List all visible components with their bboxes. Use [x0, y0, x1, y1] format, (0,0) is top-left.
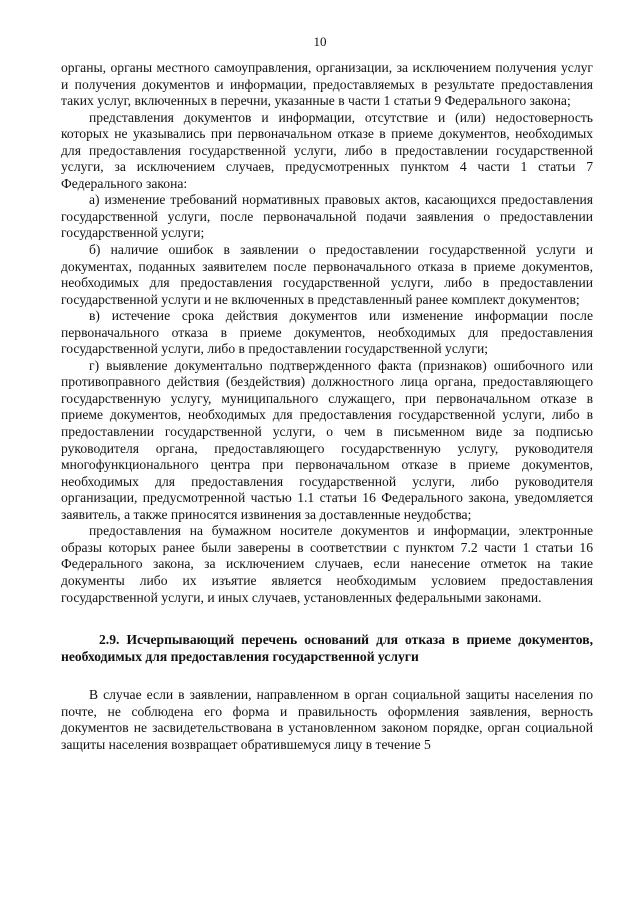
paragraph-item-b: б) наличие ошибок в заявлении о предоставлении государственной услуги и документах, поданных заявителем после первоначального отказа в приеме документов, необходимых для предоставления государственной услуги, либо в предоставлении государственной услуги и не включенных в представленный ранее комплект документов;: [61, 242, 593, 307]
paragraph-item-v: в) истечение срока действия документов или изменение информации после первоначального отказа в приеме документов, необходимых для предоставления государственной услуги, либо в предоставлении государственной услуги;: [61, 308, 593, 357]
paragraph-item-g: г) выявление документально подтвержденного факта (признаков) ошибочного или противоправного действия (бездействия) должностного лица органа, предоставляющего государственную услугу, муниципального служащего, при первоначальном отказе в приеме документов, необходимых для предоставления государственной услуги, либо в предоставлении государственной услуги, о чем в письменном виде за подписью руководителя органа, предоставляющего государственную услугу, руководителя многофункционального центра при первоначальном отказе в приеме документов, необходимых для предоставления государственной услуги, либо руководителя организации, предусмотренной частью 1.1 статьи 16 Федерального закона, уведомляется заявитель, а также приносятся извинения за доставленные неудобства;: [61, 357, 593, 522]
paragraph-continuation: органы, органы местного самоуправления, организации, за исключением получения услуг и получения документов и информации, предоставляемых в результате предоставления таких услуг, включенных в перечни, указанные в части 1 статьи 9 Федерального закона;: [61, 60, 593, 109]
paragraph-refusal-grounds: В случае если в заявлении, направленном в орган социальной защиты населения по почте, не соблюдена его форма и правильность оформления заявления, верность документов не засвидетельствована в установленном законом порядке, орган социальной защиты населения возвращает обратившемуся лицу в течение 5: [61, 687, 593, 752]
document-body: [61, 60, 593, 753]
page-number: 10: [313, 34, 327, 49]
paragraph-documents-not-indicated: представления документов и информации, отсутствие и (или) недостоверность которых не указывались при первоначальном отказе в приеме документов, необходимых для предоставления государственной услуги, либо в предоставлении государственной услуги, за исключением случаев, предусмотренных пунктом 4 части 1 статьи 7 Федерального закона:: [61, 109, 593, 191]
paragraph-paper-documents: предоставления на бумажном носителе документов и информации, электронные образы которых ранее были заверены в соответствии с пунктом 7.2 части 1 статьи 16 Федерального закона, за исключением случаев, если нанесение отметок на такие документы либо их изъятие является необходимым условием предоставления государственной услуги, и иных случаев, установленных федеральными законами.: [61, 523, 593, 605]
section-heading: 2.9. Исчерпывающий перечень оснований для отказа в приеме документов, необходимых для предоставления государственной услуги: [61, 632, 593, 664]
paragraph-item-a: а) изменение требований нормативных правовых актов, касающихся предоставления государственной услуги, после первоначальной подачи заявления о предоставлении государственной услуги;: [61, 192, 593, 241]
